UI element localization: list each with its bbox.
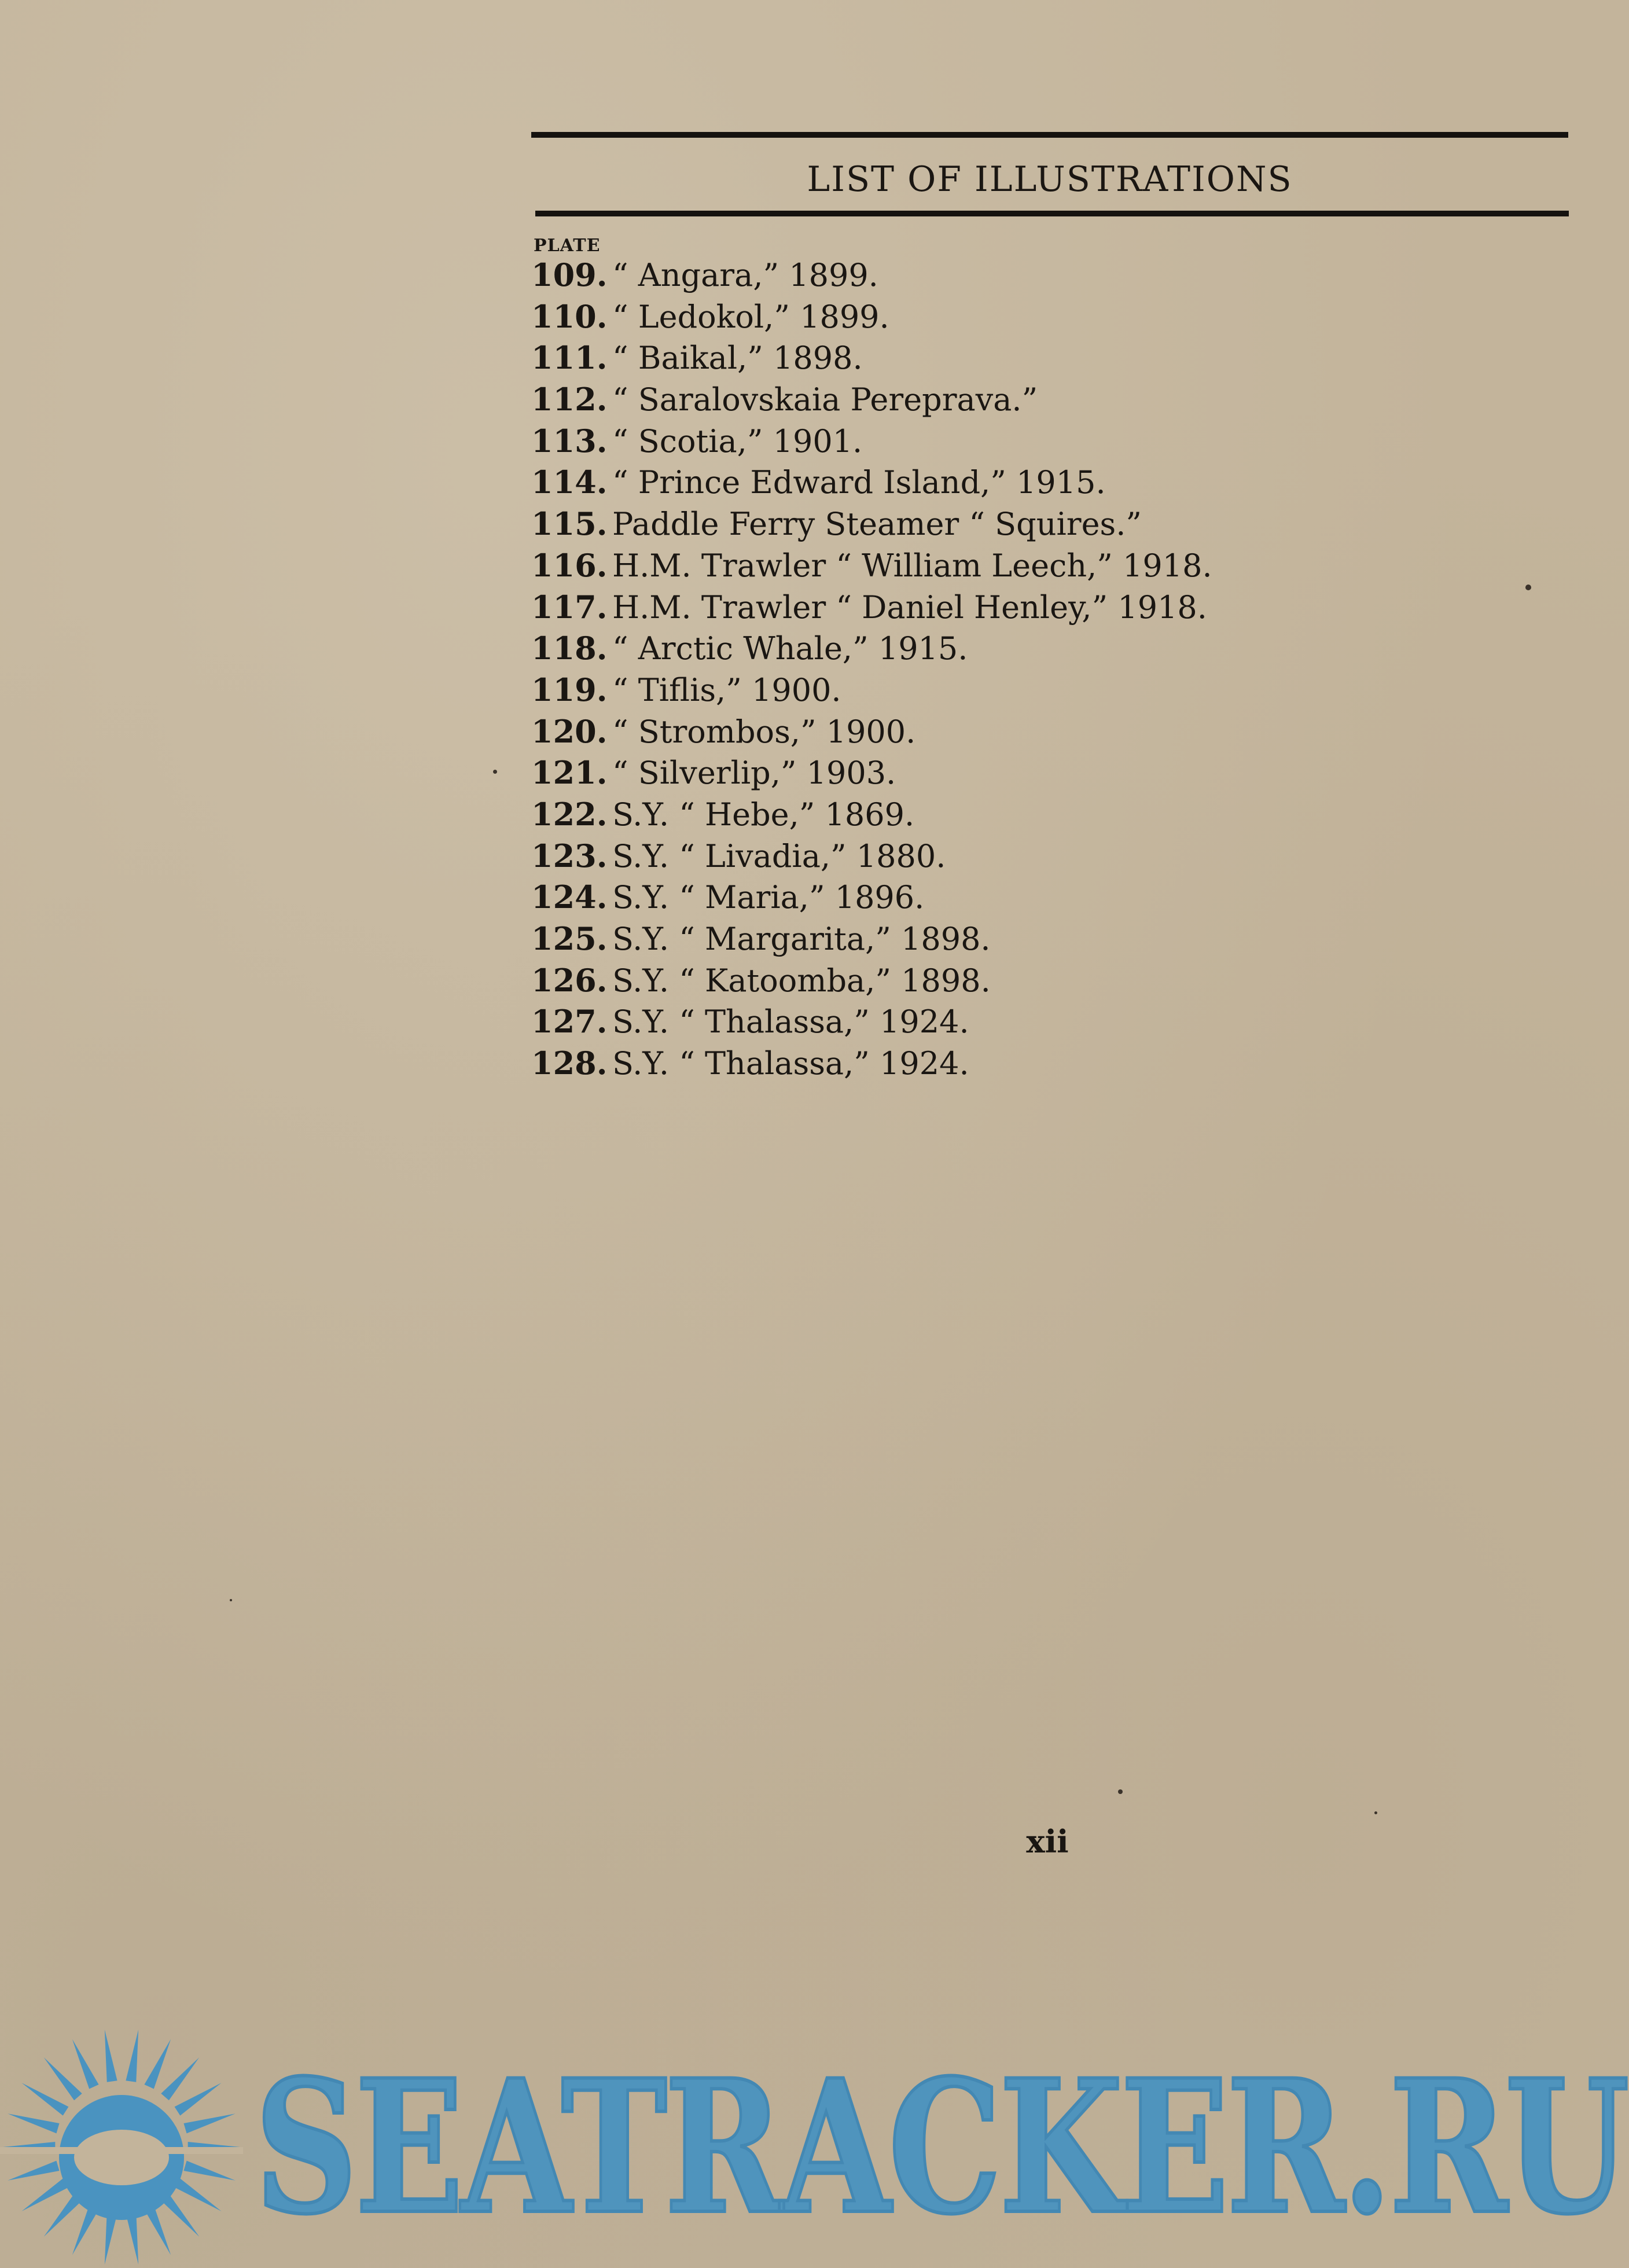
- plate-caption: “ Tiflis,” 1900.: [612, 671, 841, 708]
- plate-number: 121.: [531, 754, 608, 792]
- plate-number: 110.: [531, 297, 608, 335]
- paper-speck: [493, 770, 497, 774]
- plate-entry: [531, 711, 1212, 753]
- sun-ray: [126, 2030, 138, 2082]
- plate-number: 124.: [531, 878, 608, 916]
- plate-caption: “ Strombos,” 1900.: [612, 713, 916, 750]
- plate-number: 115.: [531, 505, 608, 543]
- paper-speck: [1118, 1789, 1123, 1794]
- plate-entry: [531, 379, 1212, 421]
- plate-caption: “ Baikal,” 1898.: [612, 340, 863, 377]
- plate-caption: “ Ledokol,” 1899.: [612, 298, 889, 335]
- plate-number: 119.: [531, 671, 608, 708]
- sun-icon: [0, 2026, 243, 2268]
- plate-number: 125.: [531, 920, 608, 957]
- illustrations-list: [531, 255, 1212, 1085]
- plate-caption: H.M. Trawler “ Daniel Henley,” 1918.: [612, 589, 1207, 626]
- sun-ray: [126, 2212, 138, 2265]
- plate-caption: S.Y. “ Katoomba,” 1898.: [612, 962, 991, 999]
- page-number: xii: [1026, 1823, 1069, 1860]
- plate-number: 126.: [531, 961, 608, 999]
- sun-ray: [8, 2161, 59, 2181]
- plate-number: 113.: [531, 422, 608, 460]
- sun-ray: [161, 2057, 199, 2100]
- plate-entry: [531, 918, 1212, 960]
- plate-caption: S.Y. “ Thalassa,” 1924.: [612, 1045, 969, 1082]
- plate-number: 123.: [531, 837, 608, 874]
- plate-entry: [531, 255, 1212, 296]
- sun-ray: [183, 2113, 235, 2133]
- watermark-text: SEATRACKER.RU: [255, 2039, 1627, 2255]
- plate-number: 112.: [531, 381, 608, 418]
- plate-entry: [531, 421, 1212, 462]
- page-title: LIST OF ILLUSTRATIONS: [807, 159, 1293, 200]
- plate-entry: [531, 337, 1212, 379]
- paper-speck: [1374, 1811, 1377, 1814]
- sun-ray: [105, 2212, 117, 2265]
- plate-number: 116.: [531, 546, 608, 584]
- sun-ray: [183, 2161, 235, 2181]
- sun-ray: [22, 2083, 69, 2115]
- plate-entry: [531, 587, 1212, 628]
- plate-entry: [531, 794, 1212, 836]
- plate-caption: “ Silverlip,” 1903.: [612, 755, 896, 792]
- plate-caption: S.Y. “ Margarita,” 1898.: [612, 921, 991, 957]
- plate-entry: [531, 836, 1212, 877]
- plate-caption: “ Prince Edward Island,” 1915.: [612, 464, 1106, 501]
- plate-caption: “ Arctic Whale,” 1915.: [612, 630, 968, 667]
- plate-column-label: PLATE: [534, 236, 601, 256]
- plate-number: 114.: [531, 464, 608, 501]
- plate-caption: “ Scotia,” 1901.: [612, 422, 863, 460]
- plate-caption: “ Saralovskaia Pereprava.”: [612, 381, 1038, 418]
- sun-ray: [105, 2030, 117, 2082]
- paper-speck: [1525, 585, 1531, 590]
- plate-entry: [531, 628, 1212, 670]
- plate-entry: [531, 877, 1212, 918]
- sun-ray: [44, 2057, 82, 2100]
- plate-entry: [531, 960, 1212, 1002]
- plate-number: 122.: [531, 795, 608, 833]
- plate-entry: [531, 296, 1212, 338]
- sun-ray: [8, 2113, 59, 2133]
- plate-number: 111.: [531, 339, 608, 377]
- plate-entry: [531, 670, 1212, 711]
- header-rule-top: [531, 132, 1568, 138]
- plate-number: 117.: [531, 588, 608, 626]
- paper-speck: [230, 1599, 232, 1601]
- plate-caption: H.M. Trawler “ William Leech,” 1918.: [612, 547, 1212, 584]
- plate-number: 127.: [531, 1003, 608, 1041]
- plate-caption: S.Y. “ Livadia,” 1880.: [612, 837, 946, 874]
- plate-number: 109.: [531, 256, 608, 293]
- sun-ray: [22, 2178, 69, 2211]
- plate-number: 128.: [531, 1045, 608, 1082]
- plate-caption: Paddle Ferry Steamer “ Squires.”: [612, 506, 1142, 543]
- plate-entry: [531, 503, 1212, 545]
- plate-caption: S.Y. “ Hebe,” 1869.: [612, 796, 915, 833]
- plate-entry: [531, 462, 1212, 503]
- plate-caption: “ Angara,” 1899.: [612, 257, 878, 293]
- plate-entry: [531, 1043, 1212, 1085]
- sun-ray: [175, 2083, 222, 2115]
- plate-number: 120.: [531, 712, 608, 750]
- plate-entry: [531, 752, 1212, 794]
- plate-caption: S.Y. “ Maria,” 1896.: [612, 879, 925, 916]
- plate-caption: S.Y. “ Thalassa,” 1924.: [612, 1003, 969, 1041]
- sun-ray: [144, 2039, 171, 2089]
- plate-entry: [531, 545, 1212, 587]
- plate-entry: [531, 1001, 1212, 1043]
- sun-ray: [175, 2178, 222, 2211]
- plate-number: 118.: [531, 630, 608, 667]
- sun-ray: [72, 2039, 99, 2089]
- header-rule-bottom: [535, 211, 1569, 216]
